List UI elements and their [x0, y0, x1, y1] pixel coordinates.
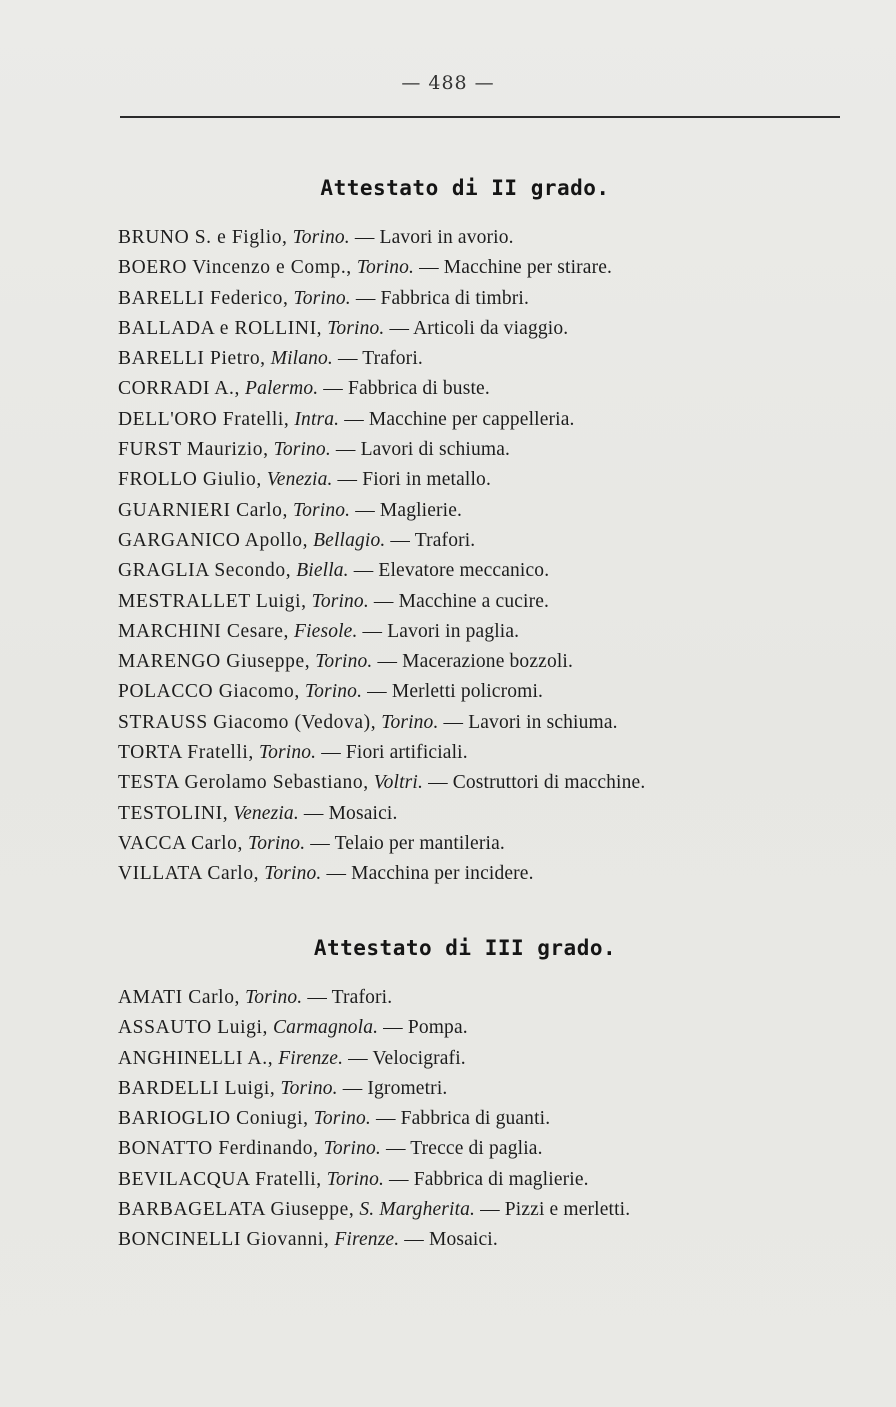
entry-description: — Trafori.	[337, 348, 423, 370]
entry-description: — Maglierie.	[355, 499, 463, 521]
entry-city: Milano.	[270, 348, 333, 370]
entry-description: — Macerazione bozzoli.	[377, 651, 574, 673]
list-item	[118, 768, 645, 798]
entry-name: VILLATA Carlo,	[118, 863, 260, 885]
list-item	[118, 1104, 630, 1134]
entry-description: — Pizzi e merletti.	[480, 1199, 631, 1221]
list-item	[118, 223, 645, 253]
entry-name: FURST Maurizio,	[118, 439, 269, 461]
list-item	[118, 647, 645, 677]
list-item	[118, 556, 645, 586]
entry-description: — Lavori in schiuma.	[443, 711, 618, 733]
entry-city: Palermo.	[245, 378, 319, 400]
entry-name: TESTA Gerolamo Sebastiano,	[118, 772, 369, 794]
entry-description: — Trecce di paglia.	[385, 1138, 543, 1160]
entry-description: — Costruttori di macchine.	[428, 772, 646, 794]
entry-name: MESTRALLET Luigi,	[118, 590, 307, 612]
list-item	[118, 314, 645, 344]
entry-description: — Lavori in paglia.	[362, 620, 520, 642]
entry-description: — Lavori di schiuma.	[335, 439, 511, 461]
entry-city: S. Margherita.	[359, 1199, 476, 1221]
entry-description: — Fabbrica di maglierie.	[389, 1168, 589, 1190]
entry-description: — Mosaici.	[404, 1229, 498, 1251]
list-item	[118, 253, 645, 283]
entry-city: Torino.	[258, 742, 317, 764]
entry-description: — Telaio per mantileria.	[310, 832, 505, 854]
list-item	[118, 799, 645, 829]
entry-name: MARCHINI Cesare,	[118, 620, 289, 642]
entry-description: — Trafori.	[390, 529, 476, 551]
entry-city: Biella.	[296, 560, 349, 582]
entry-city: Voltri.	[373, 772, 424, 794]
list-item	[118, 435, 645, 465]
entry-city: Torino.	[293, 287, 351, 309]
entry-description: — Elevatore meccanico.	[353, 560, 550, 582]
entry-city: Torino.	[326, 1168, 385, 1190]
entry-city: Firenze.	[334, 1229, 400, 1251]
section-heading-ii: Attestato di II grado.	[320, 176, 610, 200]
list-item	[118, 708, 645, 738]
entry-city: Venezia.	[233, 802, 299, 824]
entry-list-iii	[118, 983, 630, 1256]
entry-description: — Fiori in metallo.	[337, 469, 491, 491]
entry-description: — Fabbrica di buste.	[323, 378, 490, 400]
entry-name: BRUNO S. e Figlio,	[118, 227, 288, 248]
list-item	[118, 496, 645, 526]
header-rule	[120, 116, 840, 118]
entry-description: — Articoli da viaggio.	[389, 317, 569, 339]
list-item	[118, 829, 645, 859]
list-item	[118, 738, 645, 768]
entry-name: MARENGO Giuseppe,	[118, 651, 311, 673]
entry-description: — Velocigrafi.	[348, 1047, 466, 1069]
entry-city: Torino.	[327, 317, 385, 339]
list-item	[118, 983, 630, 1013]
entry-name: GUARNIERI Carlo,	[118, 499, 288, 521]
list-item	[118, 344, 645, 374]
entry-city: Bellagio.	[313, 529, 386, 551]
entry-name: CORRADI A.,	[118, 378, 240, 400]
entry-name: BARIOGLIO Coniugi,	[118, 1108, 309, 1130]
list-item	[118, 1044, 630, 1074]
entry-city: Torino.	[304, 681, 363, 703]
entry-description: — Trafori.	[307, 987, 393, 1008]
entry-description: — Lavori in avorio.	[354, 227, 514, 248]
entry-city: Torino.	[292, 499, 351, 521]
entry-name: BARELLI Pietro,	[118, 348, 266, 370]
entry-name: TORTA Fratelli,	[118, 742, 254, 764]
entry-city: Torino.	[313, 1108, 371, 1130]
list-item	[118, 1074, 630, 1104]
entry-city: Torino.	[245, 987, 303, 1008]
page-number: — 488 —	[401, 72, 495, 94]
entry-name: BOERO Vincenzo e Comp.,	[118, 257, 352, 279]
entry-name: BALLADA e ROLLINI,	[118, 317, 323, 339]
entry-city: Torino.	[323, 1138, 381, 1160]
entry-name: BARELLI Federico,	[118, 287, 289, 309]
list-item	[118, 284, 645, 314]
list-item	[118, 1195, 630, 1225]
list-item	[118, 1225, 630, 1255]
entry-city: Venezia.	[266, 469, 333, 491]
entry-description: — Fabbrica di guanti.	[375, 1108, 551, 1130]
entry-description: — Pompa.	[383, 1017, 468, 1039]
entry-city: Torino.	[264, 863, 322, 885]
entry-name: BARDELLI Luigi,	[118, 1077, 276, 1099]
entry-city: Torino.	[356, 257, 415, 279]
entry-city: Torino.	[311, 590, 369, 612]
entry-city: Fiesole.	[294, 620, 358, 642]
entry-description: — Mosaici.	[303, 802, 398, 824]
entry-name: VACCA Carlo,	[118, 832, 243, 854]
entry-name: POLACCO Giacomo,	[118, 681, 300, 703]
entry-city: Firenze.	[278, 1047, 344, 1069]
entry-city: Torino.	[280, 1077, 338, 1099]
list-item	[118, 405, 645, 435]
entry-description: — Merletti policromi.	[367, 681, 544, 703]
list-item	[118, 374, 645, 404]
entry-name: ANGHINELLI A.,	[118, 1047, 274, 1069]
list-item	[118, 1165, 630, 1195]
list-item	[118, 465, 645, 495]
entry-city: Torino.	[247, 832, 306, 854]
entry-city: Torino.	[381, 711, 439, 733]
list-item	[118, 859, 645, 889]
entry-name: DELL'ORO Fratelli,	[118, 408, 290, 430]
entry-city: Torino.	[292, 227, 350, 248]
entry-city: Carmagnola.	[273, 1017, 379, 1039]
entry-description: — Fabbrica di timbri.	[355, 287, 530, 309]
entry-name: BONCINELLI Giovanni,	[118, 1229, 330, 1251]
list-item	[118, 526, 645, 556]
entry-name: GARGANICO Apollo,	[118, 529, 309, 551]
list-item	[118, 1134, 630, 1164]
entry-name: AMATI Carlo,	[118, 987, 241, 1008]
entry-city: Intra.	[294, 408, 340, 430]
entry-name: GRAGLIA Secondo,	[118, 560, 292, 582]
section-heading-iii: Attestato di III grado.	[313, 936, 617, 960]
entry-name: TESTOLINI,	[118, 802, 229, 824]
list-item	[118, 587, 645, 617]
entry-name: BEVILACQUA Fratelli,	[118, 1168, 322, 1190]
entry-name: ASSAUTO Luigi,	[118, 1017, 268, 1039]
list-item	[118, 677, 645, 707]
entry-list-ii	[118, 223, 645, 890]
entry-description: — Macchine per stirare.	[419, 257, 613, 279]
list-item	[118, 1013, 630, 1043]
entry-description: — Macchina per incidere.	[326, 863, 534, 885]
entry-description: — Igrometri.	[342, 1077, 448, 1099]
list-item	[118, 617, 645, 647]
entry-name: STRAUSS Giacomo (Vedova),	[118, 711, 377, 733]
entry-city: Torino.	[273, 439, 331, 461]
entry-description: — Fiori artificiali.	[321, 742, 468, 764]
entry-name: FROLLO Giulio,	[118, 469, 262, 491]
entry-name: BARBAGELATA Giuseppe,	[118, 1199, 355, 1221]
entry-name: BONATTO Ferdinando,	[118, 1138, 319, 1160]
entry-city: Torino.	[315, 651, 373, 673]
entry-description: — Macchine a cucire.	[373, 590, 550, 612]
entry-description: — Macchine per cappelleria.	[344, 408, 575, 430]
